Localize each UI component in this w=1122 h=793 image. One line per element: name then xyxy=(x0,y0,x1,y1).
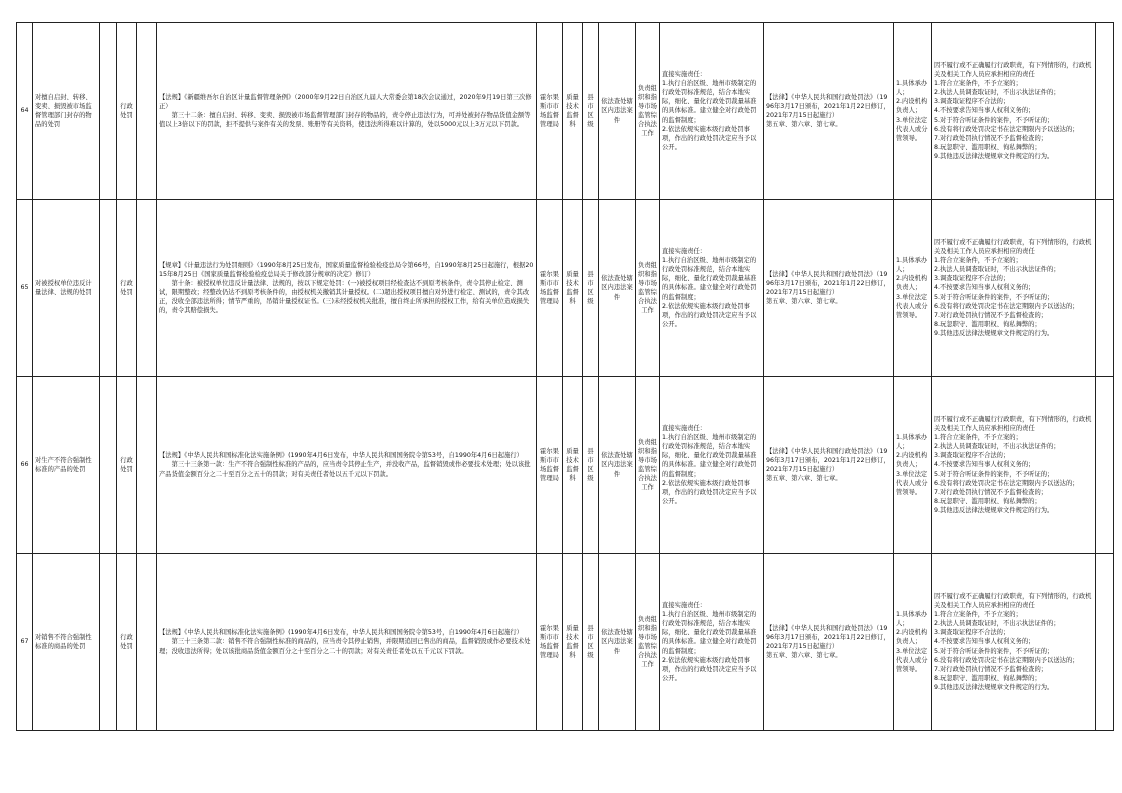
implementing-agency: 霍尔果斯市市场监督管理局 xyxy=(537,377,563,554)
blank-cell xyxy=(1096,23,1114,200)
table-row xyxy=(17,23,1114,200)
scope: 依法查处辖区内违法案件 xyxy=(599,200,636,377)
legal-basis-title: 【法规】《中华人民共和国标准化法实施条例》(1990年4月6日发布，中华人民共和国国务院令第53号，自1990年4月6日起施行） xyxy=(159,452,523,460)
blank-cell xyxy=(137,200,157,377)
responsible-subject: 1.具体承办人； 2.内设机构负责人； 3.单位法定代表人或分管领导。 xyxy=(894,377,932,554)
blank-cell xyxy=(100,200,117,377)
blank-cell xyxy=(137,554,157,731)
legal-basis xyxy=(157,554,537,731)
table-row xyxy=(17,377,1114,554)
blank-cell xyxy=(100,377,117,554)
blank-cell xyxy=(1096,377,1114,554)
duty: 负责组织和指导市场监管综合执法工作 xyxy=(636,23,660,200)
item-name: 对生产不符合强制性标准的产品的处罚 xyxy=(33,377,100,554)
item-type: 行政处罚 xyxy=(117,23,137,200)
responsibility: 直接实施责任： 1.执行自治区级、地州市级制定的行政处罚标准规范，结合本地实际，细化、量化行政处罚裁量基准的具体标准。建立健全对行政处罚的监督制度； 2.依法依规实施本级行政处罚事项，作出的行政处罚决定应当予以公开。 xyxy=(660,377,764,554)
responsible-subject: 1.具体承办人； 2.内设机构负责人； 3.单位法定代表人或分管领导。 xyxy=(894,554,932,731)
department: 质量技术监督科 xyxy=(563,554,583,731)
blank-cell xyxy=(1096,200,1114,377)
blank-cell xyxy=(1096,554,1114,731)
item-name: 对擅自启封、转移、变卖、损毁被市场监督管理部门封存的物品的处罚 xyxy=(33,23,100,200)
duty-list-table xyxy=(16,22,1114,731)
responsible-subject: 1.具体承办人； 2.内设机构负责人； 3.单位法定代表人或分管领导。 xyxy=(894,200,932,377)
accountability-cases: 因不履行或不正确履行行政职责，有下列情形的，行政机关及相关工作人员应承担相应的责任 1.符合立案条件，不予立案的； 2.执法人员调查取证时，不出示执法证件的； 3.调查取证程序不合法的； 4.不按要求告知当事人权利义务的； 5.对于符合听证条件的案件，不予听证的； 6.没有将行政处罚决定书在法定期限内予以送达的； 7.对行政处罚执行情况不予监督检查的； 8.玩忽职守、滥用职权、徇私舞弊的； 9.其他违反法律法规规章文件规定的行为。 xyxy=(932,377,1096,554)
duty: 负责组织和指导市场监管综合执法工作 xyxy=(636,377,660,554)
scope: 依法查处辖区内违法案件 xyxy=(599,23,636,200)
accountability-law: 【法律】《中华人民共和国行政处罚法》（1996年3月17日颁布，2021年1月22日修订，2021年7月15日起施行） 第五章、第六章、第七章。 xyxy=(764,200,894,377)
responsibility: 直接实施责任： 1.执行自治区级、地州市级制定的行政处罚标准规范，结合本地实际，细化、量化行政处罚裁量基准的具体标准。建立健全对行政处罚的监督制度； 2.依法依规实施本级行政处罚事项，作出的行政处罚决定应当予以公开。 xyxy=(660,23,764,200)
table-row xyxy=(17,554,1114,731)
duty: 负责组织和指导市场监管综合执法工作 xyxy=(636,200,660,377)
legal-basis-article: 第三十二条：擅自启封、转移、变卖、损毁被市场监督管理部门封存的物品的，责令停止违法行为，可并处被封存物品货值金额等值以上3倍以下的罚款，拒不提供与案件有关的发票、账册等有关资料，使违法所得难以计算的，处以5000元以上3万元以下罚款。 xyxy=(159,112,531,129)
responsible-subject: 1.具体承办人； 2.内设机构负责人； 3.单位法定代表人或分管领导。 xyxy=(894,23,932,200)
level: 县市区级 xyxy=(583,200,599,377)
legal-basis-article: 第十条：被授权单位违反计量法律、法规的，按以下规定处罚：(一)被授权项目经检查达不到原考核条件，责令其停止检定、测试，限期整改；经整改仍达不到原考核条件的，由授权机关撤销其计量授权。(二)超出授权项目擅自对外进行检定、测试的，责令其改正，没收全部违法所得；情节严重的，吊销计量授权证书。(三)未经授权机关批准，擅自终止所承担的授权工作，给有关单位造成损失的，责令其赔偿损失。 xyxy=(159,279,530,315)
row-number: 67 xyxy=(17,554,33,731)
implementing-agency: 霍尔果斯市市场监督管理局 xyxy=(537,23,563,200)
accountability-cases: 因不履行或不正确履行行政职责，有下列情形的，行政机关及相关工作人员应承担相应的责任 1.符合立案条件，不予立案的； 2.执法人员调查取证时，不出示执法证件的； 3.调查取证程序不合法的； 4.不按要求告知当事人权利义务的； 5.对于符合听证条件的案件，不予听证的； 6.没有将行政处罚决定书在法定期限内予以送达的； 7.对行政处罚执行情况不予监督检查的； 8.玩忽职守、滥用职权、徇私舞弊的； 9.其他违反法律法规规章文件规定的行为。 xyxy=(932,200,1096,377)
table-row xyxy=(17,200,1114,377)
responsibility: 直接实施责任： 1.执行自治区级、地州市级制定的行政处罚标准规范，结合本地实际，细化、量化行政处罚裁量基准的具体标准。建立健全对行政处罚的监督制度； 2.依法依规实施本级行政处罚事项，作出的行政处罚决定应当予以公开。 xyxy=(660,554,764,731)
accountability-cases: 因不履行或不正确履行行政职责，有下列情形的，行政机关及相关工作人员应承担相应的责任 1.符合立案条件，不予立案的； 2.执法人员调查取证时，不出示执法证件的； 3.调查取证程序不合法的； 4.不按要求告知当事人权利义务的； 5.对于符合听证条件的案件，不予听证的； 6.没有将行政处罚决定书在法定期限内予以送达的； 7.对行政处罚执行情况不予监督检查的； 8.玩忽职守、滥用职权、徇私舞弊的； 9.其他违反法律法规规章文件规定的行为。 xyxy=(932,554,1096,731)
legal-basis xyxy=(157,200,537,377)
legal-basis-article: 第三十三条第二款：销售不符合强制性标准的商品的，应当责令其停止销售，并限期追回已售出的商品，监督销毁或作必要技术处理；没收违法所得；处以该批商品货值金额百分之十至百分之二十的罚款；对有关责任者处以五千元以下罚款。 xyxy=(159,638,531,655)
legal-basis xyxy=(157,377,537,554)
legal-basis-article: 第三十三条第一款：生产不符合强制性标准的产品的，应当责令其停止生产，并没收产品，监督销毁或作必要技术处理；处以该批产品货值金额百分之二十至百分之五十的罚款；对有关责任者处以五千元以下罚款。 xyxy=(159,461,531,478)
accountability-cases: 因不履行或不正确履行行政职责，有下列情形的，行政机关及相关工作人员应承担相应的责任 1.符合立案条件，不予立案的； 2.执法人员调查取证时，不出示执法证件的； 3.调查取证程序不合法的； 4.不按要求告知当事人权利义务的； 5.对于符合听证条件的案件，不予听证的； 6.没有将行政处罚决定书在法定期限内予以送达的； 7.对行政处罚执行情况不予监督检查的； 8.玩忽职守、滥用职权、徇私舞弊的； 9.其他违反法律法规规章文件规定的行为。 xyxy=(932,23,1096,200)
responsibility: 直接实施责任： 1.执行自治区级、地州市级制定的行政处罚标准规范，结合本地实际，细化、量化行政处罚裁量基准的具体标准。建立健全对行政处罚的监督制度； 2.依法依规实施本级行政处罚事项，作出的行政处罚决定应当予以公开。 xyxy=(660,200,764,377)
item-type: 行政处罚 xyxy=(117,377,137,554)
level: 县市区级 xyxy=(583,23,599,200)
department: 质量技术监督科 xyxy=(563,200,583,377)
accountability-law: 【法律】《中华人民共和国行政处罚法》（1996年3月17日颁布，2021年1月22日修订，2021年7月15日起施行） 第五章、第六章、第七章。 xyxy=(764,554,894,731)
item-name: 对销售不符合强制性标准的商品的处罚 xyxy=(33,554,100,731)
level: 县市区级 xyxy=(583,554,599,731)
item-name: 对被授权单位违反计量法律、法规的处罚 xyxy=(33,200,100,377)
department: 质量技术监督科 xyxy=(563,23,583,200)
row-number: 64 xyxy=(17,23,33,200)
row-number: 66 xyxy=(17,377,33,554)
legal-basis-title: 【法规】《中华人民共和国标准化法实施条例》(1990年4月6日发布，中华人民共和国国务院令第53号，自1990年4月6日起施行） xyxy=(159,629,523,637)
accountability-law: 【法律】《中华人民共和国行政处罚法》（1996年3月17日颁布，2021年1月22日修订，2021年7月15日起施行） 第五章、第六章、第七章。 xyxy=(764,377,894,554)
duty: 负责组织和指导市场监管综合执法工作 xyxy=(636,554,660,731)
scope: 依法查处辖区内违法案件 xyxy=(599,554,636,731)
item-type: 行政处罚 xyxy=(117,200,137,377)
level: 县市区级 xyxy=(583,377,599,554)
legal-basis-title: 【法规】《新疆维吾尔自治区计量监督管理条例》（2000年9月22日自治区九届人大常委会第18次会议通过，2020年9月19日第三次修正） xyxy=(159,93,532,110)
blank-cell xyxy=(100,23,117,200)
scope: 依法查处辖区内违法案件 xyxy=(599,377,636,554)
blank-cell xyxy=(137,23,157,200)
accountability-law: 【法律】《中华人民共和国行政处罚法》（1996年3月17日颁布，2021年1月22日修订，2021年7月15日起施行） 第五章、第六章、第七章。 xyxy=(764,23,894,200)
item-type: 行政处罚 xyxy=(117,554,137,731)
row-number: 65 xyxy=(17,200,33,377)
implementing-agency: 霍尔果斯市市场监督管理局 xyxy=(537,554,563,731)
legal-basis xyxy=(157,23,537,200)
department: 质量技术监督科 xyxy=(563,377,583,554)
blank-cell xyxy=(100,554,117,731)
blank-cell xyxy=(137,377,157,554)
implementing-agency: 霍尔果斯市市场监督管理局 xyxy=(537,200,563,377)
legal-basis-title: 【规章】《计量违法行为处罚细则》（1990年8月25日发布，国家质量监督检验检疫总局令第66号，自1990年8月25日起施行，根据2015年8月25日《国家质量监督检验检疫总局关于修改部分规章的决定》修订） xyxy=(159,261,534,278)
